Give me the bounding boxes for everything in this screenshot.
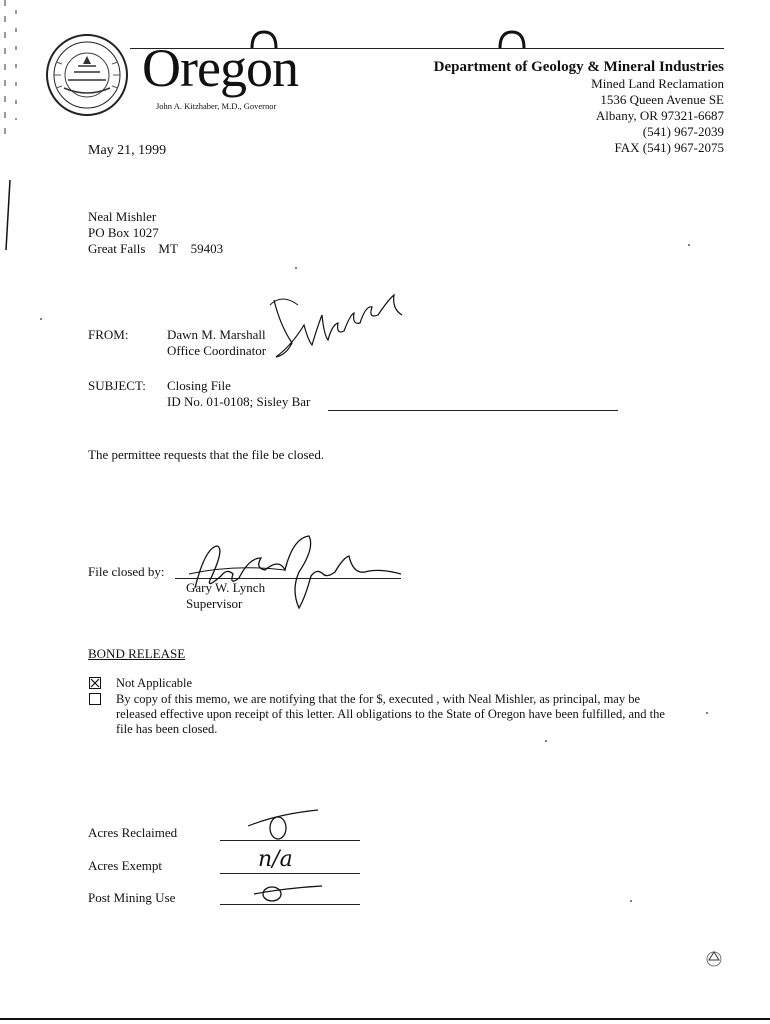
department-address (591, 76, 724, 156)
not-applicable-checkbox[interactable] (89, 677, 101, 689)
subject-block (167, 378, 310, 410)
scan-speck (295, 267, 297, 269)
subject-underline (328, 410, 618, 411)
department-name: Department of Geology & Mineral Industries (433, 59, 724, 75)
recycle-icon (705, 950, 723, 968)
bottom-scan-edge (0, 1018, 770, 1020)
checkmark-x-icon (90, 678, 100, 688)
governor-line: John A. Kitzhaber, M.D., Governor (156, 101, 277, 111)
post-mining-use-label: Post Mining Use (88, 890, 176, 905)
lynch-signature (175, 528, 405, 618)
post-mining-use-value (246, 880, 336, 906)
from-label: FROM: (88, 327, 129, 342)
address-line: 1536 Queen Avenue SE (600, 92, 724, 107)
from-block (167, 327, 266, 359)
address-line: (541) 967-2039 (642, 124, 724, 139)
bond-release-heading: BOND RELEASE (88, 646, 186, 661)
file-closed-title: Supervisor (186, 596, 243, 611)
letter-date: May 21, 1999 (88, 143, 167, 158)
address-line: Mined Land Reclamation (591, 76, 724, 91)
marshall-signature (262, 285, 412, 365)
file-closed-label: File closed by: (88, 564, 165, 579)
scan-speck (545, 740, 547, 742)
recipient-city-line: Great Falls MT 59403 (88, 241, 224, 256)
scan-speck (40, 318, 42, 320)
recipient-po-box: PO Box 1027 (88, 225, 159, 240)
bond-release-text: By copy of this memo, we are notifying that the for $, executed , with Neal Mishler, as principal, may be released effective upon receipt of this letter. All obligations to the State of Oregon have been fulfilled, and the file has been closed. (116, 692, 665, 736)
file-closed-name: Gary W. Lynch (186, 580, 266, 595)
recipient-block (88, 209, 223, 257)
body-text: The permittee requests that the file be closed. (88, 447, 325, 462)
scan-speck (630, 900, 632, 902)
recipient-name: Neal Mishler (88, 209, 157, 224)
subject-line-1: Closing File (167, 378, 231, 393)
bond-release-checkbox[interactable] (89, 693, 101, 705)
acres-reclaimed-value (238, 806, 328, 842)
scan-speck (688, 244, 690, 246)
acres-reclaimed-label: Acres Reclaimed (88, 825, 178, 840)
acres-exempt-line (220, 873, 360, 874)
from-title: Office Coordinator (167, 343, 267, 358)
binder-hole-marks (0, 20, 770, 60)
scan-speck (706, 712, 708, 714)
subject-line-2: ID No. 01-0108; Sisley Bar (167, 394, 311, 409)
not-applicable-label: Not Applicable (116, 676, 193, 690)
acres-exempt-label: Acres Exempt (88, 858, 163, 873)
address-line: Albany, OR 97321-6687 (595, 108, 724, 123)
oregon-wordmark: Oregon (142, 38, 298, 98)
from-name: Dawn M. Marshall (167, 327, 266, 342)
subject-label: SUBJECT: (88, 378, 146, 393)
acres-exempt-value: n/a (258, 847, 293, 872)
address-line: FAX (541) 967-2075 (614, 140, 724, 155)
